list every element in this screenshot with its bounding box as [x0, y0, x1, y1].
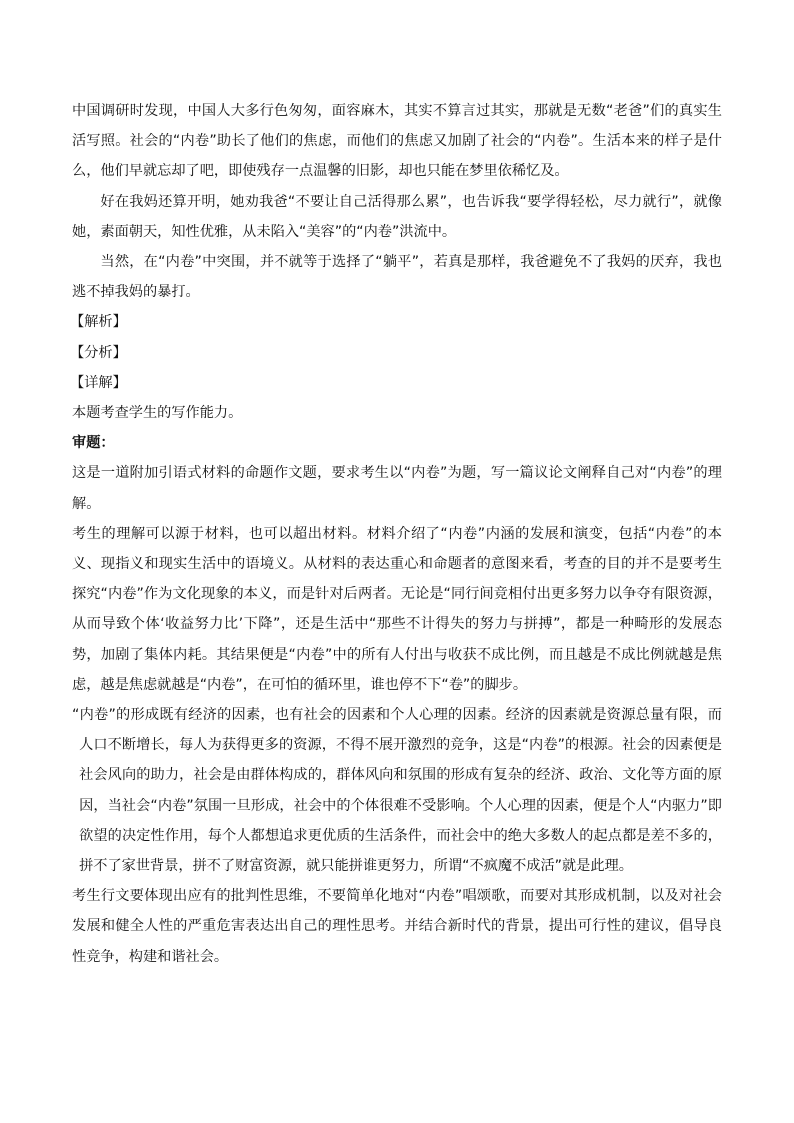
paragraph-conclusion: 当然，在“内卷”中突围，并不就等于选择了“躺平”，若真是那样，我爸避免不了我妈的厌弃，我也逃不掉我妈的暴打。 — [72, 254, 722, 301]
document-page — [72, 96, 722, 972]
heading-detailed-explanation: 【详解】 — [70, 374, 127, 391]
paragraph-prompt-type: 这是一道附加引语式材料的命题作文题，要求考生以“内卷”为题，写一篇议论文阐释自己对“内卷”的理解。 — [72, 465, 722, 512]
paragraph-mother-advice: 好在我妈还算开明，她劝我爸“不要让自己活得那么累”，也告诉我“要学得轻松，尽力就行”，就像她，素面朝天，知性优雅，从未陷入“美容”的“内卷”洪流中。 — [72, 193, 722, 240]
heading-topic-review: 审题： — [72, 435, 115, 452]
heading-analysis: 【解析】 — [70, 314, 127, 331]
paragraph-writing-advice: 考生行文要体现出应有的批判性思维，不要简单化地对“内卷”唱颂歌，而要对其形成机制，以及对社会发展和健全人性的严重危害表达出自己的理性思考。并结合新时代的背景，提出可行性的建议，倡导良性竞争，构建和谐社会。 — [72, 888, 722, 965]
heading-breakdown: 【分析】 — [70, 344, 127, 361]
paragraph-material-understanding: 考生的理解可以源于材料，也可以超出材料。材料介绍了“内卷”内涵的发展和演变，包括“内卷”的本义、现指义和现实生活中的语境义。从材料的表达重心和命题者的意图来看，考查的目的并不是要考生探究“内卷”作为文化现象的本义，而是针对后两者。无论是“同行间竞相付出更多努力以争夺有限资源，从而导致个体‘收益努力比’下降”，还是生活中“那些不计得失的努力与拼搏”，都是一种畸形的发展态势，加剧了集体内耗。其结果便是“内卷”中的所有人付出与收获不成比例，而且越是不成比例就越是焦虑，越是焦虑就越是“内卷”，在可怕的循环里，谁也停不下“卷”的脚步。 — [72, 525, 722, 693]
paragraph-essay-continuation: 中国调研时发现，中国人大多行色匆匆，面容麻木，其实不算言过其实，那就是无数“老爸”们的真实生活写照。社会的“内卷”助长了他们的焦虑，而他们的焦虑又加剧了社会的“内卷”。生活本来的样子是什么，他们早就忘却了吧，即使残存一点温馨的旧影，却也只能在梦里依稀忆及。 — [72, 103, 722, 180]
paragraph-skill-tested: 本题考查学生的写作能力。 — [72, 405, 243, 422]
paragraph-causes: “内卷”的形成既有经济的因素，也有社会的因素和个人心理的因素。经济的因素就是资源总量有限，而人口不断增长，每人为获得更多的资源，不得不展开激烈的竞争，这是“内卷”的根源。社会的因素便是社会风向的助力，社会是由群体构成的，群体风向和氛围的形成有复杂的经济、政治、文化等方面的原因，当社会“内卷”氛围一旦形成，社会中的个体很难不受影响。个人心理的因素，便是个人“内驱力”即欲望的决定性作用，每个人都想追求更优质的生活条件，而社会中的绝大多数人的起点都是差不多的，拼不了家世背景，拼不了财富资源，就只能拼谁更努力，所谓“不疯魔不成活”就是此理。 — [72, 707, 722, 875]
